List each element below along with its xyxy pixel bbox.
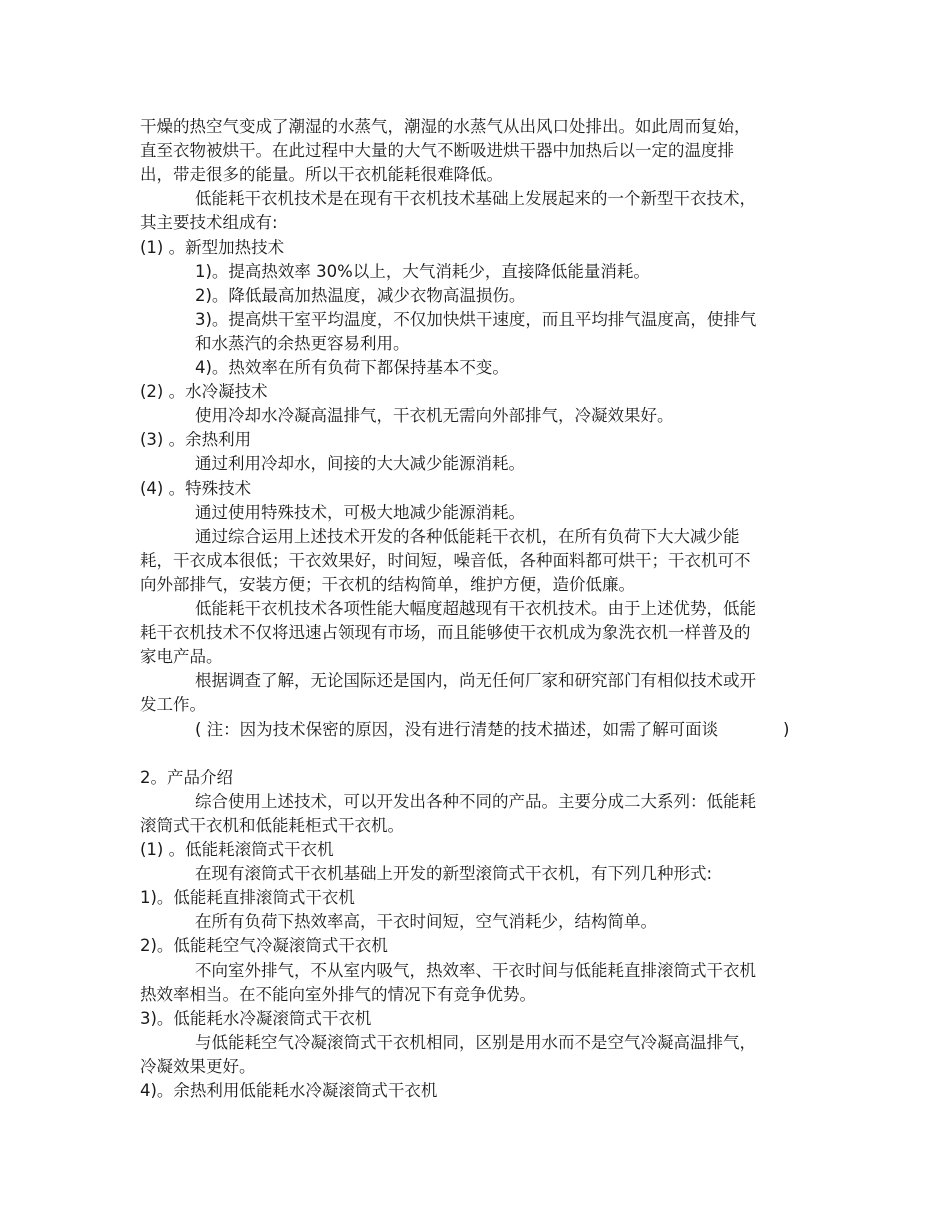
text-line: ( 注：因为技术保密的原因，没有进行清楚的技术描述，如需了解可面谈 xyxy=(195,719,719,739)
text-line: 和水蒸汽的余热更容易利用。 xyxy=(195,333,410,353)
text-line: 低能耗干衣机技术各项性能大幅度超越现有干衣机技术。由于上述优势，低能 xyxy=(195,599,756,618)
text-line: 使用冷却水冷凝高温排气，干衣机无需向外部排气，冷凝效果好。 xyxy=(195,406,674,426)
text-line: 1)。提高热效率 30%以上，大气消耗少，直接降低能量消耗。 xyxy=(195,261,650,281)
text-line: 滚筒式干衣机和低能耗柜式干衣机。 xyxy=(140,815,404,835)
text-line: 在现有滚筒式干衣机基础上开发的新型滚筒式干衣机，有下列几种形式: xyxy=(195,864,713,884)
text-line: 与低能耗空气冷凝滚筒式干衣机相同，区别是用水而不是空气冷凝高温排气， xyxy=(195,1032,756,1052)
text-line: 2)。降低最高加热温度，减少衣物高温损伤。 xyxy=(195,285,526,305)
text-line: 1)。低能耗直排滚筒式干衣机 xyxy=(140,888,355,908)
text-line: 3)。低能耗水冷凝滚筒式干衣机 xyxy=(140,1008,372,1028)
text-line: 冷凝效果更好。 xyxy=(140,1056,256,1076)
text-line: 耗，干衣成本很低；干衣效果好，时间短，噪音低，各种面料都可烘干；干衣机可不 xyxy=(140,550,751,570)
text-line: (1) 。新型加热技术 xyxy=(140,237,285,257)
text-line: 直至衣物被烘干。在此过程中大量的大气不断吸进烘干器中加热后以一定的温度排 xyxy=(140,141,734,161)
text-line: (4) 。特殊技术 xyxy=(140,478,252,498)
text-line: 在所有负荷下热效率高，干衣时间短，空气消耗少，结构简单。 xyxy=(195,912,657,932)
text-line: 向外部排气，安装方便；干衣机的结构简单，维护方便，造价低廉。 xyxy=(140,574,635,594)
text-line: 通过使用特殊技术，可极大地减少能源消耗。 xyxy=(195,502,525,522)
text-line: 2。产品介绍 xyxy=(140,767,233,787)
text-line: 热效率相当。在不能向室外排气的情况下有竞争优势。 xyxy=(140,984,536,1004)
text-line: 4)。余热利用低能耗水冷凝滚筒式干衣机 xyxy=(140,1081,438,1100)
text-line: 根据调查了解，无论国际还是国内，尚无任何厂家和研究部门有相似技术或开 xyxy=(195,671,756,691)
text-line: (2) 。水冷凝技术 xyxy=(140,382,268,402)
text-line: 通过综合运用上述技术开发的各种低能耗干衣机，在所有负荷下大大减少能 xyxy=(195,526,740,546)
text-line: 2)。低能耗空气冷凝滚筒式干衣机 xyxy=(140,936,388,956)
text-line: 发工作。 xyxy=(140,695,206,715)
text-line: 低能耗干衣机技术是在现有干衣机技术基础上发展起来的一个新型干衣技术， xyxy=(195,189,756,209)
text-line: 耗干衣机技术不仅将迅速占领现有市场，而且能够使干衣机成为象洗衣机一样普及的 xyxy=(140,623,751,643)
text-line: (1) 。低能耗滚筒式干衣机 xyxy=(140,840,334,859)
closing-paren: ) xyxy=(783,719,790,739)
text-line: (3) 。余热利用 xyxy=(140,430,252,450)
text-line: 通过利用冷却水，间接的大大减少能源消耗。 xyxy=(195,454,525,474)
text-line: 出，带走很多的能量。所以干衣机能耗很难降低。 xyxy=(140,165,503,185)
text-line: 干燥的热空气变成了潮湿的水蒸气，潮湿的水蒸气从出风口处排出。如此周而复始， xyxy=(140,117,751,136)
text-line: 综合使用上述技术，可以开发出各种不同的产品。主要分成二大系列：低能耗 xyxy=(195,791,756,811)
text-line: 4)。热效率在所有负荷下都保持基本不变。 xyxy=(195,358,509,377)
text-line: 家电产品。 xyxy=(140,647,223,667)
text-line: 不向室外排气，不从室内吸气，热效率、干衣时间与低能耗直排滚筒式干衣机 xyxy=(195,960,756,980)
text-line: 3)。提高烘干室平均温度，不仅加快烘干速度，而且平均排气温度高，使排气 xyxy=(195,309,757,329)
text-line: 其主要技术组成有: xyxy=(140,213,278,233)
